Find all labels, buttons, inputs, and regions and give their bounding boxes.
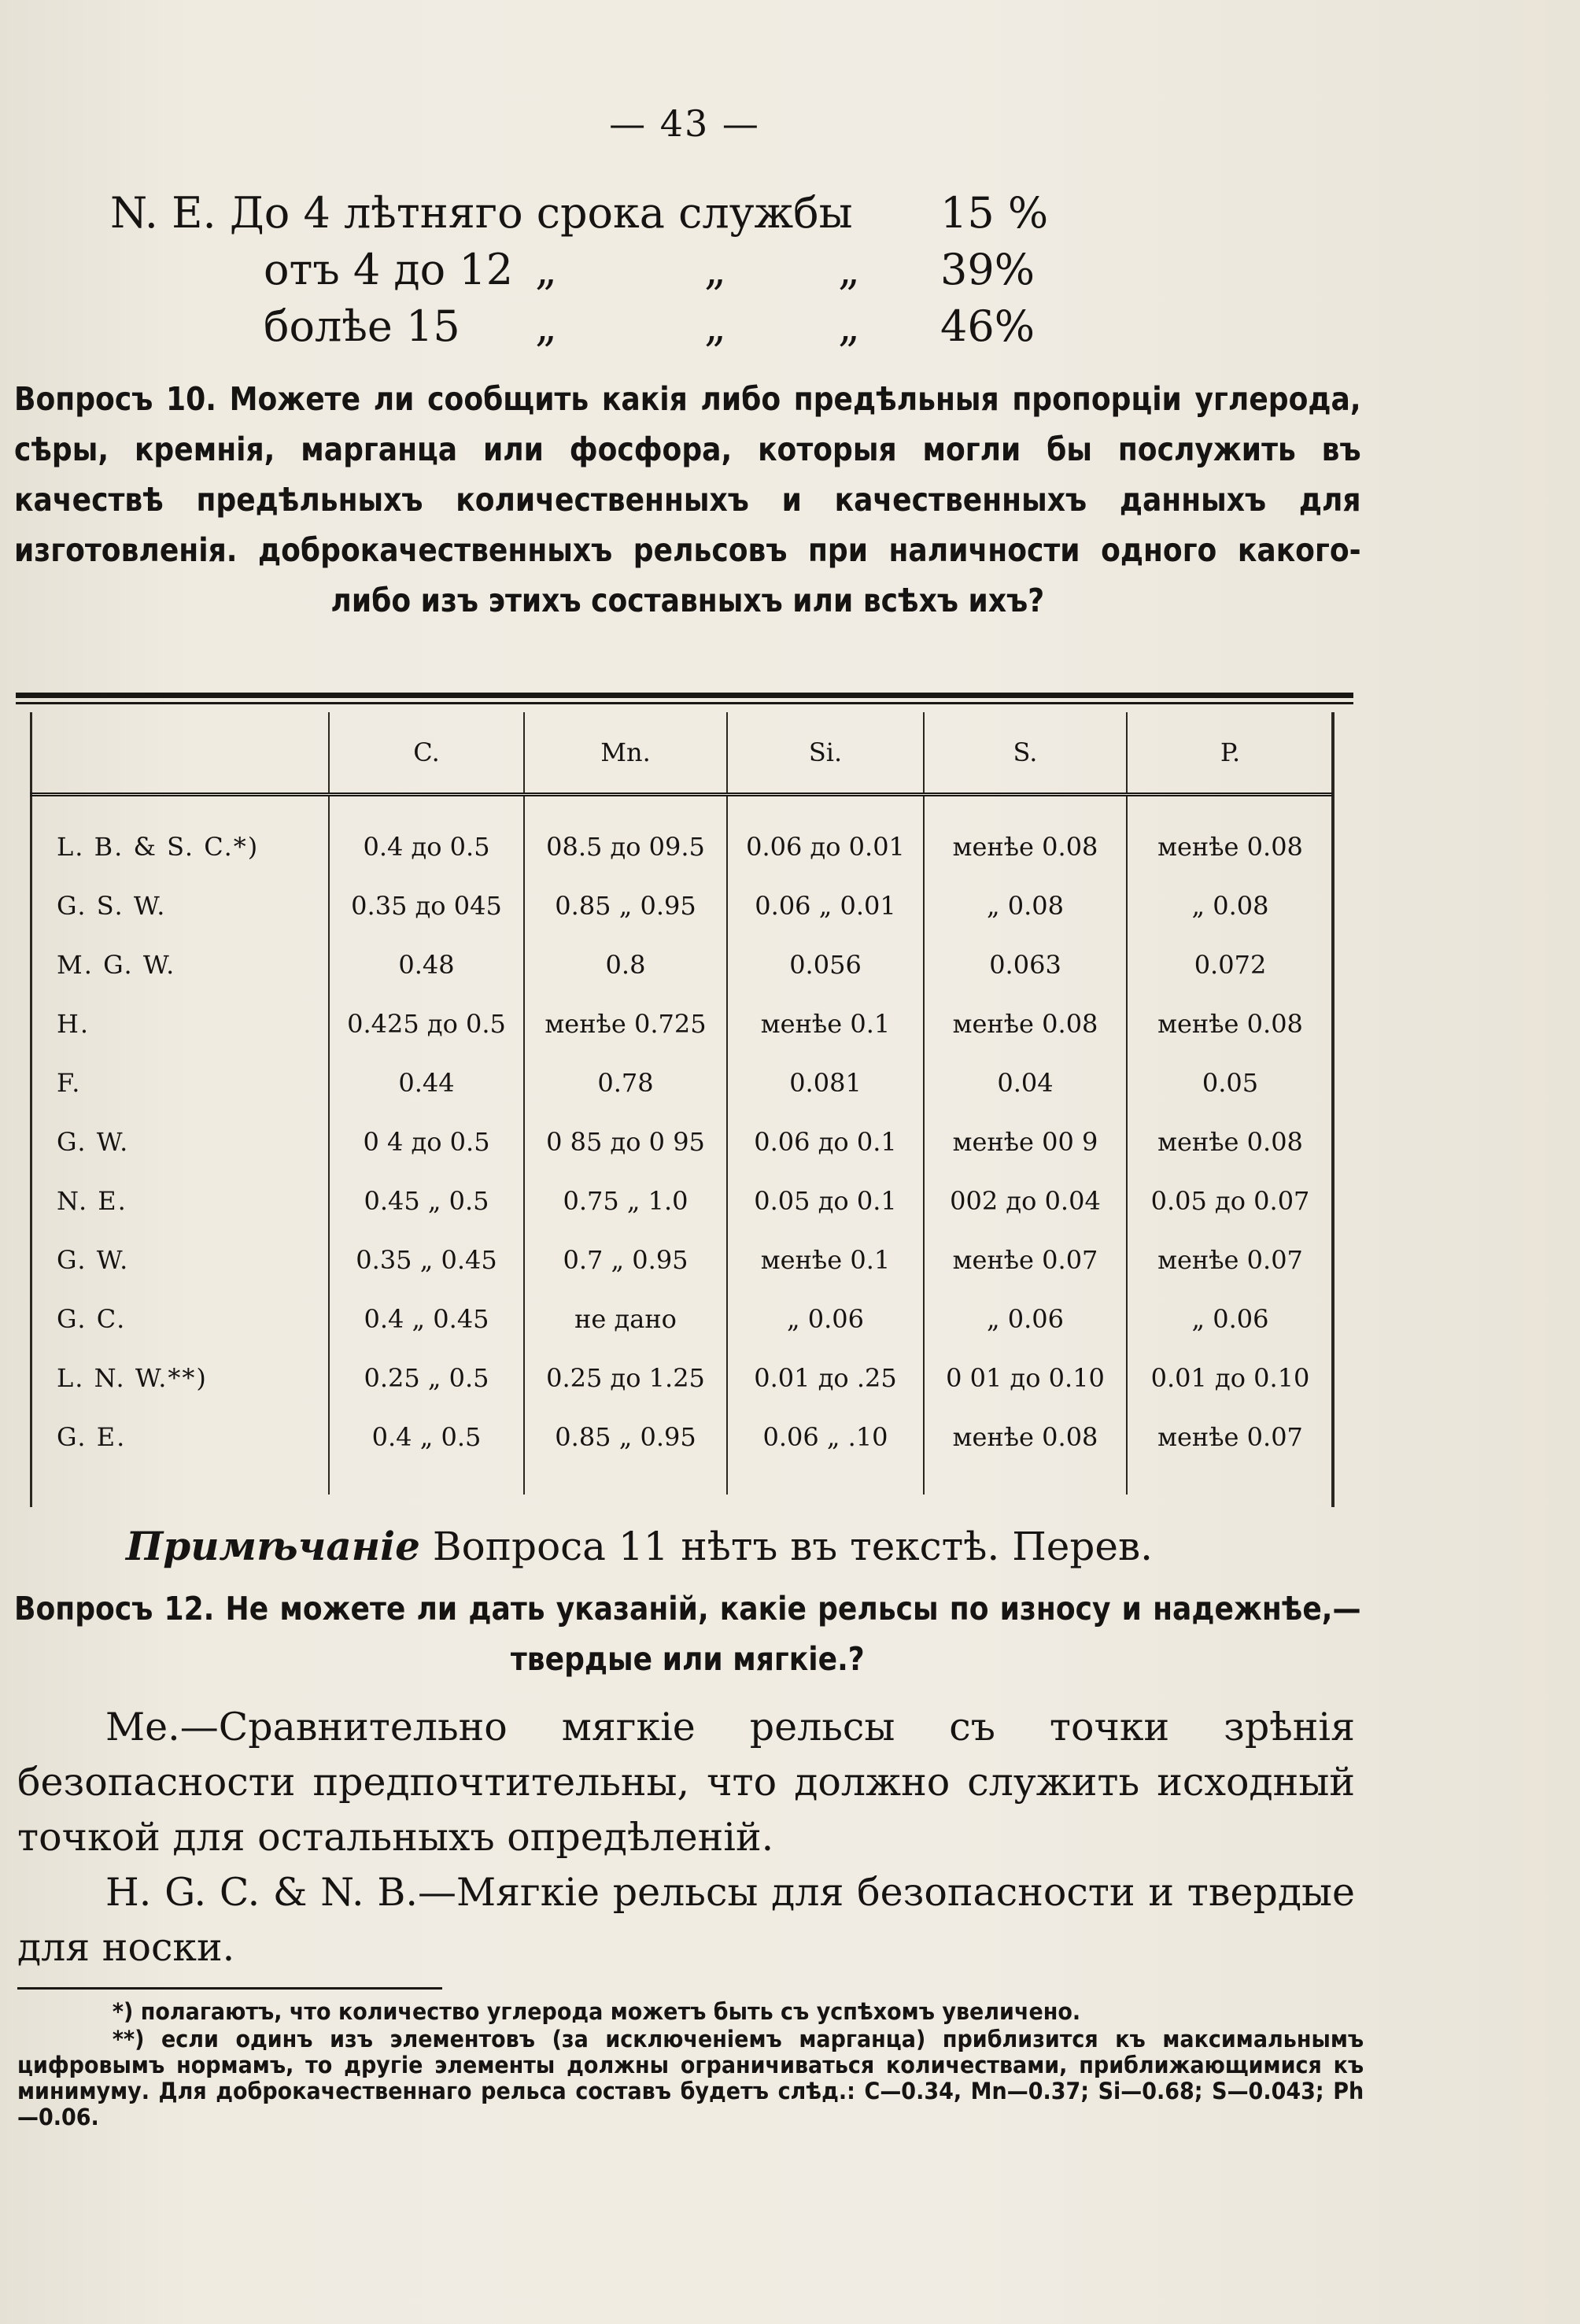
ditto-mark: „: [838, 245, 860, 294]
cell-carbon: 0.35 до 045: [329, 876, 524, 935]
ne-stat-value: 39%: [940, 245, 1035, 294]
cell-carbon: 0.45 „ 0.5: [329, 1171, 524, 1230]
cell-carbon: 0.48: [329, 935, 524, 994]
table-tail: [30, 1466, 1333, 1495]
answer-paragraph-me: Me.—Сравнительно мягкіе рельсы съ точки зрѣнія безопасности предпочтительны, что должно служить исходный точкой для остальныхъ опредѣленій.: [17, 1705, 1355, 1860]
table-row: [30, 1230, 1333, 1289]
table-row: [30, 1053, 1333, 1112]
cell-carbon: 0.4 до 0.5: [329, 817, 524, 876]
cell-sulphur: менѣе 0.07: [924, 1230, 1127, 1289]
table-row: [30, 994, 1333, 1053]
note-text: Вопроса 11 нѣтъ въ текстѣ. Перев.: [432, 1524, 1154, 1569]
ditto-mark: „: [535, 245, 557, 294]
table-row: [30, 1289, 1333, 1348]
table-top-rule-thin: [16, 702, 1353, 704]
ditto-mark: „: [535, 301, 557, 351]
cell-manganese: 0.85 „ 0.95: [524, 876, 727, 935]
cell-phosphorus: менѣе 0.08: [1127, 994, 1333, 1053]
footnote-1: *) полагаютъ, что количество углерода можетъ быть съ успѣхомъ увеличено.: [112, 1998, 1081, 2025]
cell-manganese: менѣе 0.725: [524, 994, 727, 1053]
cell-phosphorus: 0.072: [1127, 935, 1333, 994]
cell-phosphorus: „ 0.06: [1127, 1289, 1333, 1348]
page-number: — 43 —: [609, 102, 760, 145]
table-header-silicon: Si.: [727, 712, 924, 795]
cell-silicon: 0.081: [727, 1053, 924, 1112]
footnote-rule: [17, 1987, 442, 1990]
cell-phosphorus: менѣе 0.08: [1127, 817, 1333, 876]
cell-silicon: 0.06 до 0.01: [727, 817, 924, 876]
note-label: Примѣчаніе: [126, 1523, 420, 1569]
cell-sulphur: менѣе 0.08: [924, 817, 1127, 876]
cell-railway: M. G. W.: [57, 949, 176, 980]
cell-manganese: 0.7 „ 0.95: [524, 1230, 727, 1289]
table-row: [30, 817, 1333, 876]
cell-railway: G. E.: [57, 1421, 127, 1452]
table-header-manganese: Mn.: [524, 712, 727, 795]
cell-railway: G. C.: [57, 1303, 127, 1334]
cell-carbon: 0.44: [329, 1053, 524, 1112]
ne-stat-label: N. E. До 4 лѣтняго срока службы: [110, 188, 853, 238]
cell-manganese: 0.85 „ 0.95: [524, 1407, 727, 1466]
cell-carbon: 0.4 „ 0.45: [329, 1289, 524, 1348]
question-10-heading: Вопросъ 10. Можете ли сообщить какія либо предѣльныя пропорціи углерода, сѣры, кремнія, марганца или фосфора, которыя могли бы послужить въ качествѣ предѣльныхъ количественныхъ и качественныхъ данныхъ для изготовленія. доброкачественныхъ рельсовъ при наличности одного какого-либо изъ этихъ составныхъ или всѣхъ ихъ?: [14, 380, 1361, 619]
cell-railway: G. W.: [57, 1244, 130, 1275]
cell-carbon: 0 4 до 0.5: [329, 1112, 524, 1171]
cell-manganese: 0.8: [524, 935, 727, 994]
table-row: [30, 1171, 1333, 1230]
cell-phosphorus: менѣе 0.07: [1127, 1230, 1333, 1289]
cell-phosphorus: 0.05 до 0.07: [1127, 1171, 1333, 1230]
ne-stat-value: 46%: [940, 301, 1035, 351]
table-header-sulphur: S.: [924, 712, 1127, 795]
cell-manganese: 0.25 до 1.25: [524, 1348, 727, 1407]
cell-railway: G. S. W.: [57, 890, 167, 921]
table-row: [30, 1348, 1333, 1407]
cell-sulphur: 002 до 0.04: [924, 1171, 1127, 1230]
table-header-railway: [30, 712, 329, 795]
cell-railway: N. E.: [57, 1185, 127, 1216]
cell-manganese: 08.5 до 09.5: [524, 817, 727, 876]
cell-manganese: не дано: [524, 1289, 727, 1348]
cell-phosphorus: менѣе 0.08: [1127, 1112, 1333, 1171]
cell-silicon: 0.056: [727, 935, 924, 994]
cell-silicon: менѣе 0.1: [727, 1230, 924, 1289]
cell-manganese: 0 85 до 0 95: [524, 1112, 727, 1171]
cell-phosphorus: менѣе 0.07: [1127, 1407, 1333, 1466]
table-top-rule: [16, 693, 1353, 698]
ditto-mark: „: [838, 301, 860, 351]
cell-silicon: 0.06 „ 0.01: [727, 876, 924, 935]
table-header-row: [30, 712, 1333, 795]
ne-stat-value: 15 %: [940, 188, 1049, 238]
cell-silicon: „ 0.06: [727, 1289, 924, 1348]
cell-sulphur: менѣе 0.08: [924, 1407, 1127, 1466]
cell-carbon: 0.35 „ 0.45: [329, 1230, 524, 1289]
question-12-heading: Вопросъ 12. Не можете ли дать указаній, какіе рельсы по износу и надежнѣе,—твердые или мягкіе.?: [14, 1590, 1361, 1678]
table-row: [30, 1112, 1333, 1171]
table-row: [30, 1407, 1333, 1466]
cell-silicon: 0.05 до 0.1: [727, 1171, 924, 1230]
cell-phosphorus: 0.05: [1127, 1053, 1333, 1112]
cell-railway: L. B. & S. C.*): [57, 831, 260, 862]
cell-sulphur: 0.063: [924, 935, 1127, 994]
answer-paragraph-hgc-nb: H. G. C. & N. B.—Мягкіе рельсы для безопасности и твердые для носки.: [17, 1870, 1355, 1970]
cell-railway: H.: [57, 1008, 90, 1039]
cell-carbon: 0.4 „ 0.5: [329, 1407, 524, 1466]
cell-manganese: 0.75 „ 1.0: [524, 1171, 727, 1230]
table-header-phosphorus: P.: [1127, 712, 1333, 795]
translator-note: [126, 1523, 1153, 1569]
cell-silicon: менѣе 0.1: [727, 994, 924, 1053]
cell-sulphur: менѣе 0.08: [924, 994, 1127, 1053]
cell-carbon: 0.425 до 0.5: [329, 994, 524, 1053]
composition-table: [30, 712, 1333, 1495]
cell-phosphorus: „ 0.08: [1127, 876, 1333, 935]
ditto-mark: „: [704, 245, 726, 294]
cell-phosphorus: 0.01 до 0.10: [1127, 1348, 1333, 1407]
cell-railway: F.: [57, 1067, 82, 1098]
cell-railway: L. N. W.**): [57, 1362, 208, 1393]
cell-manganese: 0.78: [524, 1053, 727, 1112]
table-row: [30, 935, 1333, 994]
cell-sulphur: менѣе 00 9: [924, 1112, 1127, 1171]
ne-stat-label: болѣе 15: [264, 301, 460, 351]
ne-stat-label: отъ 4 до 12: [264, 245, 514, 294]
table-spacer: [30, 795, 1333, 818]
cell-sulphur: „ 0.08: [924, 876, 1127, 935]
cell-silicon: 0.01 до .25: [727, 1348, 924, 1407]
cell-carbon: 0.25 „ 0.5: [329, 1348, 524, 1407]
ditto-mark: „: [704, 301, 726, 351]
cell-silicon: 0.06 до 0.1: [727, 1112, 924, 1171]
table-row: [30, 876, 1333, 935]
cell-sulphur: „ 0.06: [924, 1289, 1127, 1348]
cell-silicon: 0.06 „ .10: [727, 1407, 924, 1466]
footnote-2: **) если одинъ изъ элементовъ (за исключеніемъ марганца) приблизится къ максимальнымъ цифровымъ нормамъ, то другіе элементы должны ограничиваться количествами, приближающимися къ минимуму. Для доброкачественнаго рельса составъ будетъ слѣд.: C—0.34, Mn—0.37; Si—0.68; S—0.043; Ph—0.06.: [17, 2026, 1364, 2130]
cell-sulphur: 0 01 до 0.10: [924, 1348, 1127, 1407]
cell-sulphur: 0.04: [924, 1053, 1127, 1112]
cell-railway: G. W.: [57, 1126, 130, 1157]
table-header-carbon: C.: [329, 712, 524, 795]
